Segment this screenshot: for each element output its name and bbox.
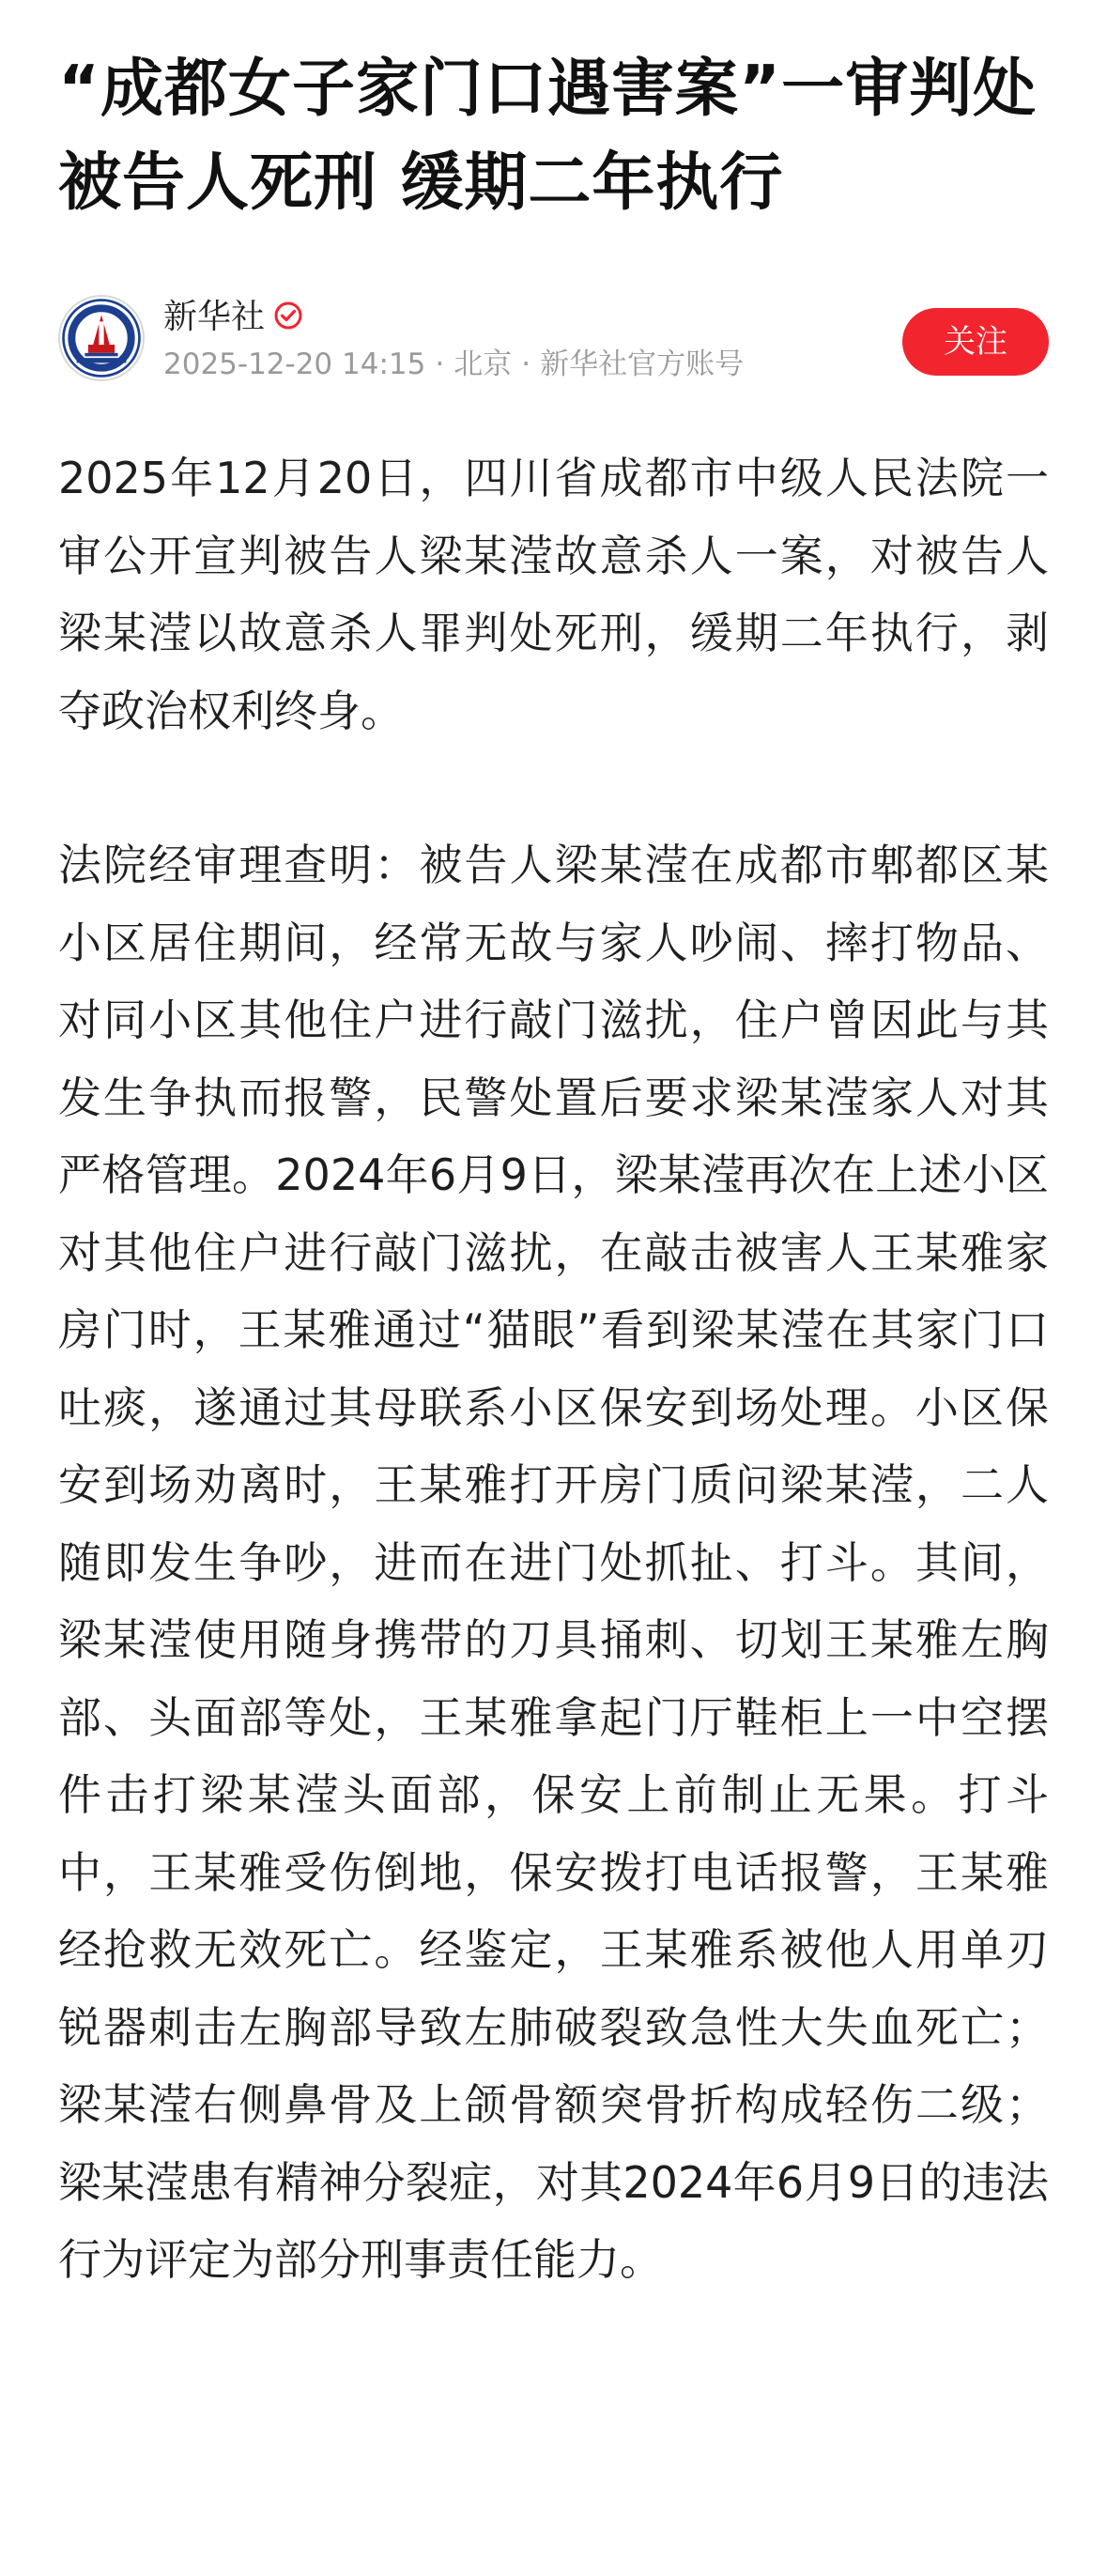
verified-badge-icon	[274, 301, 302, 330]
article-paragraph: 2025年12月20日，四川省成都市中级人民法院一审公开宣判被告人梁某滢故意杀人一案，对被告人梁某滢以故意杀人罪判处死刑，缓期二年执行，剥夺政治权利终身。	[58, 453, 1049, 736]
post-meta	[163, 346, 744, 383]
article-title: “成都女子家门口遇害案”一审判处被告人死刑 缓期二年执行	[58, 52, 1038, 219]
article-body	[58, 440, 1049, 2299]
meta-separator: ·	[435, 347, 445, 381]
account-type: 新华社官方账号	[540, 347, 745, 381]
author-name-label: 新华社	[163, 298, 266, 336]
follow-button[interactable]: 关注	[902, 308, 1049, 376]
author-name[interactable]	[163, 297, 302, 338]
post-location: 北京	[454, 347, 513, 381]
xinhua-logo-icon[interactable]	[58, 295, 145, 381]
meta-separator: ·	[521, 347, 531, 381]
article-paragraph: 法院经审理查明：被告人梁某滢在成都市郫都区某小区居住期间，经常无故与家人吵闹、摔打物品、对同小区其他住户进行敲门滋扰，住户曾因此与其发生争执而报警，民警处置后要求梁某滢家人对其严格管理。2024年6月9日，梁某滢再次在上述小区对其他住户进行敲门滋扰，在敲击被害人王某雅家房门时，王某雅通过“猫眼”看到梁某滢在其家门口吐痰，遂通过其母联系小区保安到场处理。小区保安到场劝离时，王某雅打开房门质问梁某滢，二人随即发生争吵，进而在进门处抓扯、打斗。其间，梁某滢使用随身携带的刀具捅刺、切划王某雅左胸部、头面部等处，王某雅拿起门厅鞋柜上一中空摆件击打梁某滢头面部，保安上前制止无果。打斗中，王某雅受伤倒地，保安拨打电话报警，王某雅经抢救无效死亡。经鉴定，王某雅系被他人用单刃锐器刺击左胸部导致左肺破裂致急性大失血死亡；梁某滢右侧鼻骨及上颌骨额突骨折构成轻伤二级；梁某滢患有精神分裂症，对其2024年6月9日的违法行为评定为部分刑事责任能力。	[58, 840, 1049, 2285]
post-time: 2025-12-20 14:15	[163, 347, 426, 381]
author-bar	[58, 295, 1049, 385]
